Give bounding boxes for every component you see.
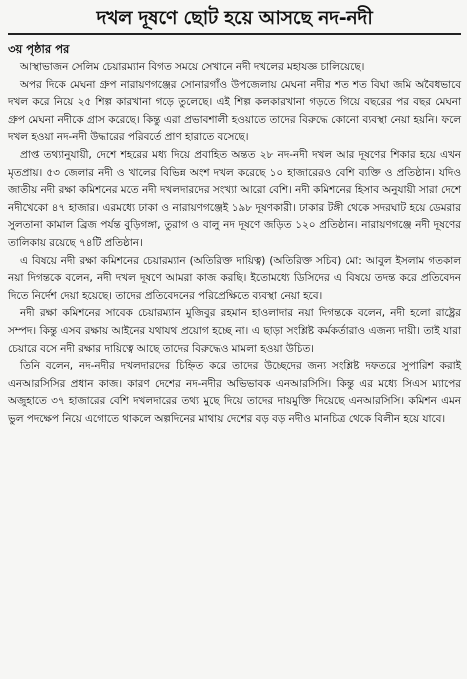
- article-paragraph: আস্থাভাজন সেলিম চেয়ারম্যান বিগত সময়ে সেখানে নদী দখলের মহাযজ্ঞ চালিয়েছে।: [20, 61, 365, 73]
- article-paragraph: নদী রক্ষা কমিশনের সাবেক চেয়ারম্যান মুজিবুর রহমান হাওলাদার নয়া দিগন্তকে বলেন, নদী হলো রাষ্ট্রের সম্পদ। কিন্তু এসব রক্ষায় আইনের যথাযথ প্রয়োগ হচ্ছে না। এ ছাড়া সংশ্লিষ্ট কর্মকর্তারাও এজন্য দায়ী। তাই যারা চেয়ারে বসে নদী রক্ষার দায়িত্বে আছে তাদের বিরুদ্ধেও মামলা হওয়া উচিত।: [8, 307, 461, 355]
- article-paragraph: প্রাপ্ত তথ্যানুযায়ী, দেশে শহরের মধ্য দিয়ে প্রবাহিত অন্তত ২৮ নদ-নদী দখল আর দূষণের শিকার হয়ে এখন মৃতপ্রায়। ৫৩ জেলার নদী ও খালের বিভিন্ন অংশ দখল করেছে ১০ হাজারেরও বেশি ব্যক্তি ও প্রতিষ্ঠান। যদিও জাতীয় নদী রক্ষা কমিশনের মতে নদী দখলদারদের সংখ্যা আরো বেশি। নদী কমিশনের হিসাব অনুযায়ী সারা দেশে নদীখেকো ৪৭ হাজার। এরমধ্যে ঢাকা ও নারায়ণগঞ্জেই ১৯৮ দূষণকারী। ঢাকার টঙ্গী থেকে সদরঘাট হয়ে ডেমরার সুলতানা কামাল ব্রিজ পর্যন্ত বুড়িগঙ্গা, তুরাগ ও বালু নদ দূষণে জড়িত ১২০ প্রতিষ্ঠান। নারায়ণগঞ্জে নদী দূষণের তালিকায় রয়েছে ৭৪টি প্রতিষ্ঠান।: [8, 148, 461, 249]
- headline-divider: [8, 33, 461, 35]
- article-paragraph: অপর দিকে মেঘনা গ্রুপ নারায়ণগঞ্জের সোনারগাঁও উপজেলায় মেঘনা নদীর শত শত বিঘা জমি অবৈধভাবে দখল করে নিয়ে ২৫ শিল্প কারখানা গড়ে তুলেছে। এই শিল্প কলকারখানা গড়তে গিয়ে বছরের পর বছর মেঘনা গ্রুপ মেঘনা নদীকে গ্রাস করেছে। কিন্তু এরা প্রভাবশালী হওয়াতে তাদের বিরুদ্ধে কোনো ব্যবস্থা নেয়া হয়নি। ফলে দখল হওয়া নদ-নদী উদ্ধারের পরিবর্তে প্রাণ হারাতে বসেছে।: [8, 78, 461, 144]
- article-paragraph: এ বিষয়ে নদী রক্ষা কমিশনের চেয়ারম্যান (অতিরিক্ত দায়িত্ব) (অতিরিক্ত সচিব) মো: আবুল ইসলাম গতকাল নয়া দিগন্তকে বলেন, নদী দখল দূষণে আমরা কাজ করছি। ইতোমধ্যে ডিসিদের এ বিষয়ে তদন্ত করে প্রতিবেদন দিতে নির্দেশ দেয়া হয়েছে। তাদের প্রতিবেদনের পরিপ্রেক্ষিতে ব্যবস্থা নেয়া হবে।: [8, 254, 461, 302]
- article-paragraph: তিনি বলেন, নদ-নদীর দখলদারদের চিহ্নিত করে তাদের উচ্ছেদের জন্য সংশ্লিষ্ট দফতরে সুপারিশ করাই এনআরসিসির প্রধান কাজ। কারণ দেশের নদ-নদীর অভিভাবক এনআরসিসি। কিন্তু এর মধ্যে সিএস ম্যাপের অজুহাতে ৩৭ হাজারের বেশি দখলদারের তথ্য মুছে দিয়ে তাদের দায়মুক্তি দিয়েছে এনআরসিসি। কমিশন এমন ভুল পদক্ষেপ নিয়ে এগোতে থাকলে অল্পদিনের মাথায় দেশের বড় বড় নদীও মানচিত্র থেকে বিলীন হয়ে যাবে।: [8, 360, 461, 425]
- headline: দখল দূষণে ছোট হয়ে আসছে নদ-নদী: [96, 7, 373, 29]
- continued-from-label: ৩য় পৃষ্ঠার পর: [8, 42, 70, 56]
